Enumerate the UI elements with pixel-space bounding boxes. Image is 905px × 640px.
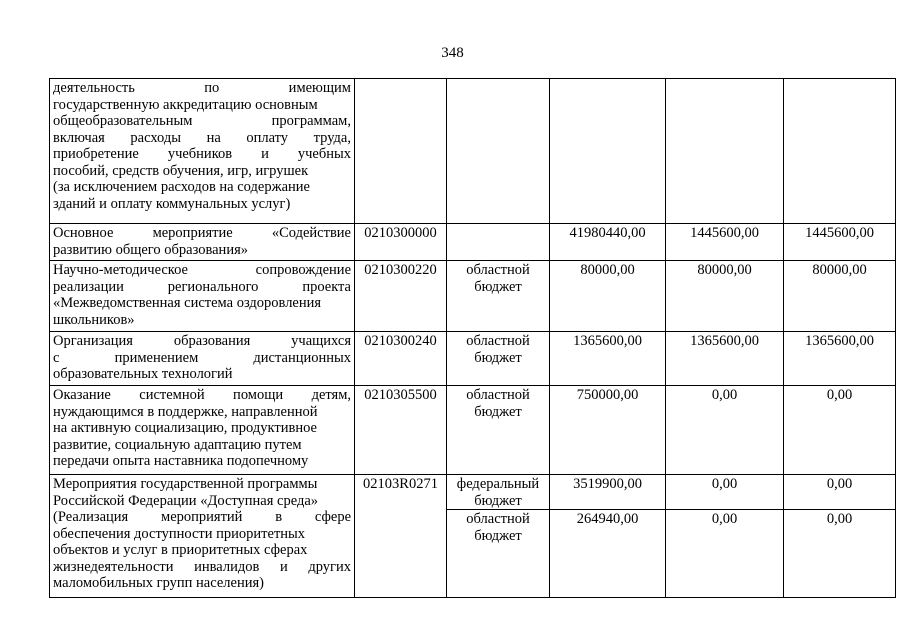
table-row — [50, 261, 896, 332]
description-line: передачи опыта наставника подопечному — [53, 453, 309, 469]
source-cell: областной бюджет — [447, 510, 550, 598]
description-line: на активную социализацию, продуктивное — [53, 420, 317, 436]
description-line: Мероприятия государственной программы — [53, 476, 318, 492]
description-line: пособий, средств обучения, игр, игрушек — [53, 162, 309, 179]
description-line: развитию общего образования» — [53, 241, 248, 258]
source-cell: областной бюджет — [447, 332, 550, 386]
amount-cell-1: 264940,00 — [550, 510, 666, 598]
description-cell — [50, 332, 355, 386]
description-line: Оказание системной помощи детям, — [53, 387, 351, 403]
description-line: (Реализация мероприятий в сфере — [53, 509, 351, 525]
description-line: Российской Федерации «Доступная среда» — [53, 492, 319, 509]
description-line: приобретение учебников и учебных — [53, 146, 351, 162]
description-line: маломобильных групп населения) — [53, 575, 264, 591]
description-line: деятельность по имеющим — [53, 80, 351, 96]
table-row — [50, 386, 896, 475]
source-cell: федеральный бюджет — [447, 475, 550, 510]
description-line: государственную аккредитацию основным — [53, 96, 318, 113]
description-line: нуждающимся в поддержке, направленной — [53, 403, 318, 420]
amount-cell-2: 1365600,00 — [666, 332, 784, 386]
description-line: «Межведомственная система оздоровления — [53, 295, 322, 311]
description-line: с применением дистанционных — [53, 349, 351, 366]
description-cell — [50, 386, 355, 475]
description-line: Научно-методическое сопровождение — [53, 262, 351, 278]
description-line: жизнедеятельности инвалидов и других — [53, 558, 351, 575]
page-number: 348 — [441, 45, 464, 61]
description-line: образовательных технологий — [53, 366, 233, 382]
amount-cell-3: 0,00 — [784, 475, 896, 510]
amount-cell-2: 0,00 — [666, 386, 784, 475]
amount-cell-2: 0,00 — [666, 475, 784, 510]
amount-cell-2: 0,00 — [666, 510, 784, 598]
description-line: обеспечения доступности приоритетных — [53, 525, 306, 542]
description-cell — [50, 79, 355, 224]
code-cell: 0210305500 — [355, 386, 447, 475]
description-line: Основное мероприятие «Содействие — [53, 225, 351, 241]
source-cell — [447, 224, 550, 261]
amount-cell-3: 80000,00 — [784, 261, 896, 332]
amount-cell-3 — [784, 79, 896, 224]
source-cell: областной бюджет — [447, 386, 550, 475]
amount-cell-2 — [666, 79, 784, 224]
table-row — [50, 79, 896, 224]
code-cell: 0210300240 — [355, 332, 447, 386]
amount-cell-2: 1445600,00 — [666, 224, 784, 261]
description-line: объектов и услуг в приоритетных сферах — [53, 542, 308, 558]
amount-cell-1: 3519900,00 — [550, 475, 666, 510]
amount-cell-2: 80000,00 — [666, 261, 784, 332]
amount-cell-3: 1445600,00 — [784, 224, 896, 261]
code-cell — [355, 79, 447, 224]
description-line: (за исключением расходов на содержание — [53, 179, 310, 195]
description-line: школьников» — [53, 311, 135, 328]
amount-cell-1: 41980440,00 — [550, 224, 666, 261]
amount-cell-3: 0,00 — [784, 510, 896, 598]
description-cell — [50, 475, 355, 598]
description-cell — [50, 261, 355, 332]
description-line: Организация образования учащихся — [53, 333, 351, 349]
amount-cell-3: 1365600,00 — [784, 332, 896, 386]
amount-cell-1: 80000,00 — [550, 261, 666, 332]
description-line: развитие, социальную адаптацию путем — [53, 436, 302, 453]
description-line: общеобразовательным программам, — [53, 113, 351, 129]
source-cell: областной бюджет — [447, 261, 550, 332]
table-row — [50, 332, 896, 386]
source-cell — [447, 79, 550, 224]
code-cell: 0210300000 — [355, 224, 447, 261]
description-line: зданий и оплату коммунальных услуг) — [53, 195, 291, 212]
code-cell: 02103R0271 — [355, 475, 447, 598]
amount-cell-1: 1365600,00 — [550, 332, 666, 386]
table-row — [50, 224, 896, 261]
code-cell: 0210300220 — [355, 261, 447, 332]
description-line: включая расходы на оплату труда, — [53, 129, 351, 146]
description-cell — [50, 224, 355, 261]
table-row — [50, 475, 896, 510]
amount-cell-3: 0,00 — [784, 386, 896, 475]
budget-table — [49, 78, 896, 598]
amount-cell-1 — [550, 79, 666, 224]
description-line: реализации регионального проекта — [53, 278, 351, 295]
amount-cell-1: 750000,00 — [550, 386, 666, 475]
